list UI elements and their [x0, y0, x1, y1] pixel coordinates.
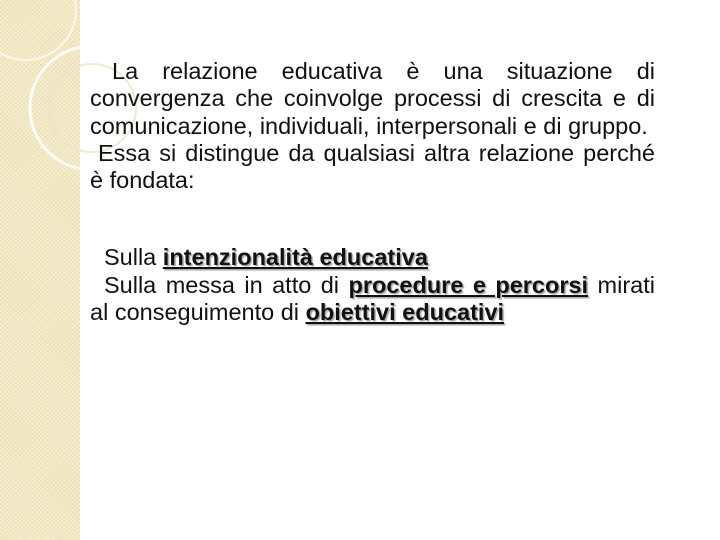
- spacer: [90, 194, 655, 244]
- item-procedure-middle: mirati al conseguimento di: [90, 271, 655, 326]
- emphasis-procedure-percorsi: procedure e percorsi: [348, 271, 589, 298]
- item-procedure: [90, 272, 655, 327]
- slide-content: [90, 58, 655, 326]
- item-intenzionalita: [90, 244, 655, 271]
- emphasis-obiettivi-educativi: obiettivi educativi: [305, 299, 505, 326]
- emphasis-intenzionalita-educativa: intenzionalità educativa: [162, 244, 428, 271]
- item-intenzionalita-prefix: Sulla: [104, 244, 163, 271]
- paragraph-relazione-educativa: La relazione educativa è una situazione di convergenza che coinvolge processi di crescita e di comunicazione, individuali, interpersonali e di gruppo.: [90, 58, 655, 139]
- item-procedure-prefix: Sulla messa in atto di: [104, 271, 349, 298]
- paragraph-distinzione: Essa si distingue da qualsiasi altra relazione perché è fondata:: [90, 139, 655, 194]
